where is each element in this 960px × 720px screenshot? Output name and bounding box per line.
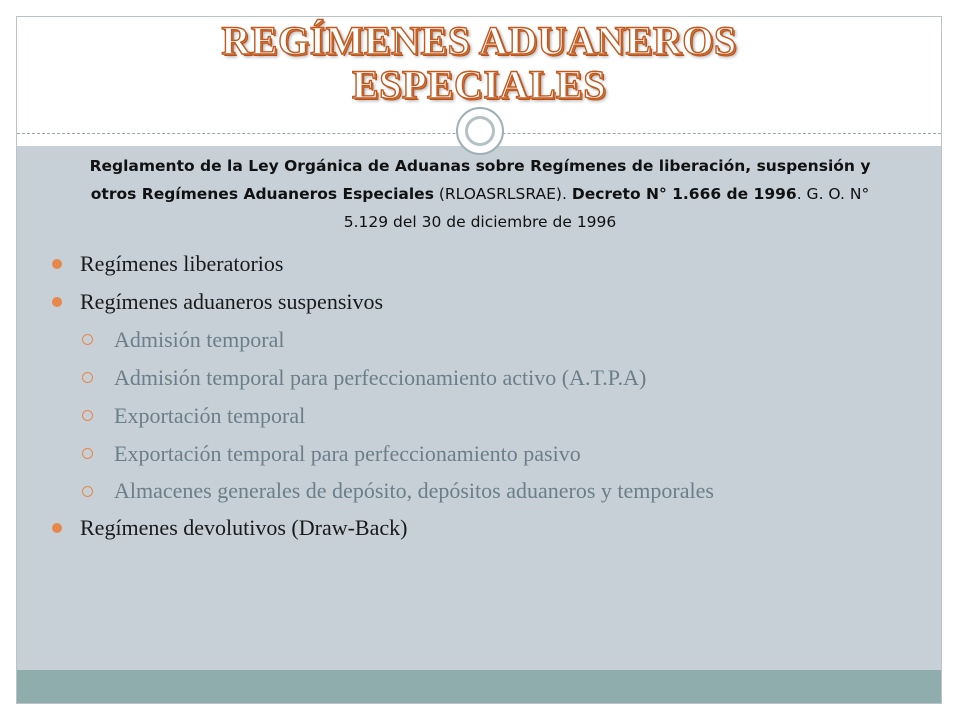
title-line-1: REGÍMENES ADUANEROS <box>221 18 737 63</box>
footer-bar <box>17 670 941 703</box>
bullet-label: Regímenes aduaneros suspensivos <box>80 289 384 314</box>
slide-title <box>17 19 941 107</box>
filled-circle-bullet-icon <box>52 297 62 307</box>
hollow-circle-bullet-icon <box>82 448 93 459</box>
ornament-inner-ring <box>465 116 495 146</box>
list-item <box>48 288 908 316</box>
subtitle-reference <box>70 152 890 236</box>
bullet-label: Admisión temporal <box>114 327 285 352</box>
hollow-circle-bullet-icon <box>82 334 93 345</box>
double-ring-ornament-icon <box>456 107 504 155</box>
list-item <box>48 326 908 354</box>
list-item <box>48 440 908 468</box>
list-item <box>48 250 908 278</box>
bullet-label: Exportación temporal <box>114 403 306 428</box>
subtitle-part-3: Decreto N° 1.666 de 1996 <box>571 185 797 203</box>
hollow-circle-bullet-icon <box>82 486 93 497</box>
filled-circle-bullet-icon <box>52 259 62 269</box>
bullet-label: Admisión temporal para perfeccionamiento activo (A.T.P.A) <box>114 365 647 390</box>
bullet-label: Almacenes generales de depósito, depósitos aduaneros y temporales <box>114 478 714 503</box>
bullet-label: Exportación temporal para perfeccionamiento pasivo <box>114 441 581 466</box>
bullet-list <box>48 250 908 552</box>
subtitle-part-4: . G. O. N° 5.129 del 30 de diciembre de 1996 <box>343 185 870 231</box>
hollow-circle-bullet-icon <box>82 372 93 383</box>
filled-circle-bullet-icon <box>52 523 62 533</box>
subtitle-part-1: Reglamento de la Ley Orgánica de Aduanas sobre Regímenes de liberación, suspensión y otros Regímenes Aduaneros Especiales <box>89 157 871 203</box>
bullet-label: Regímenes devolutivos (Draw-Back) <box>80 515 408 540</box>
list-item <box>48 514 908 542</box>
list-item <box>48 402 908 430</box>
bullet-label: Regímenes liberatorios <box>80 251 284 276</box>
subtitle-part-2: (RLOASRLSRAE). <box>433 185 572 203</box>
hollow-circle-bullet-icon <box>82 410 93 421</box>
title-line-2: ESPECIALES <box>352 62 606 107</box>
list-item <box>48 478 908 504</box>
list-item <box>48 364 908 392</box>
